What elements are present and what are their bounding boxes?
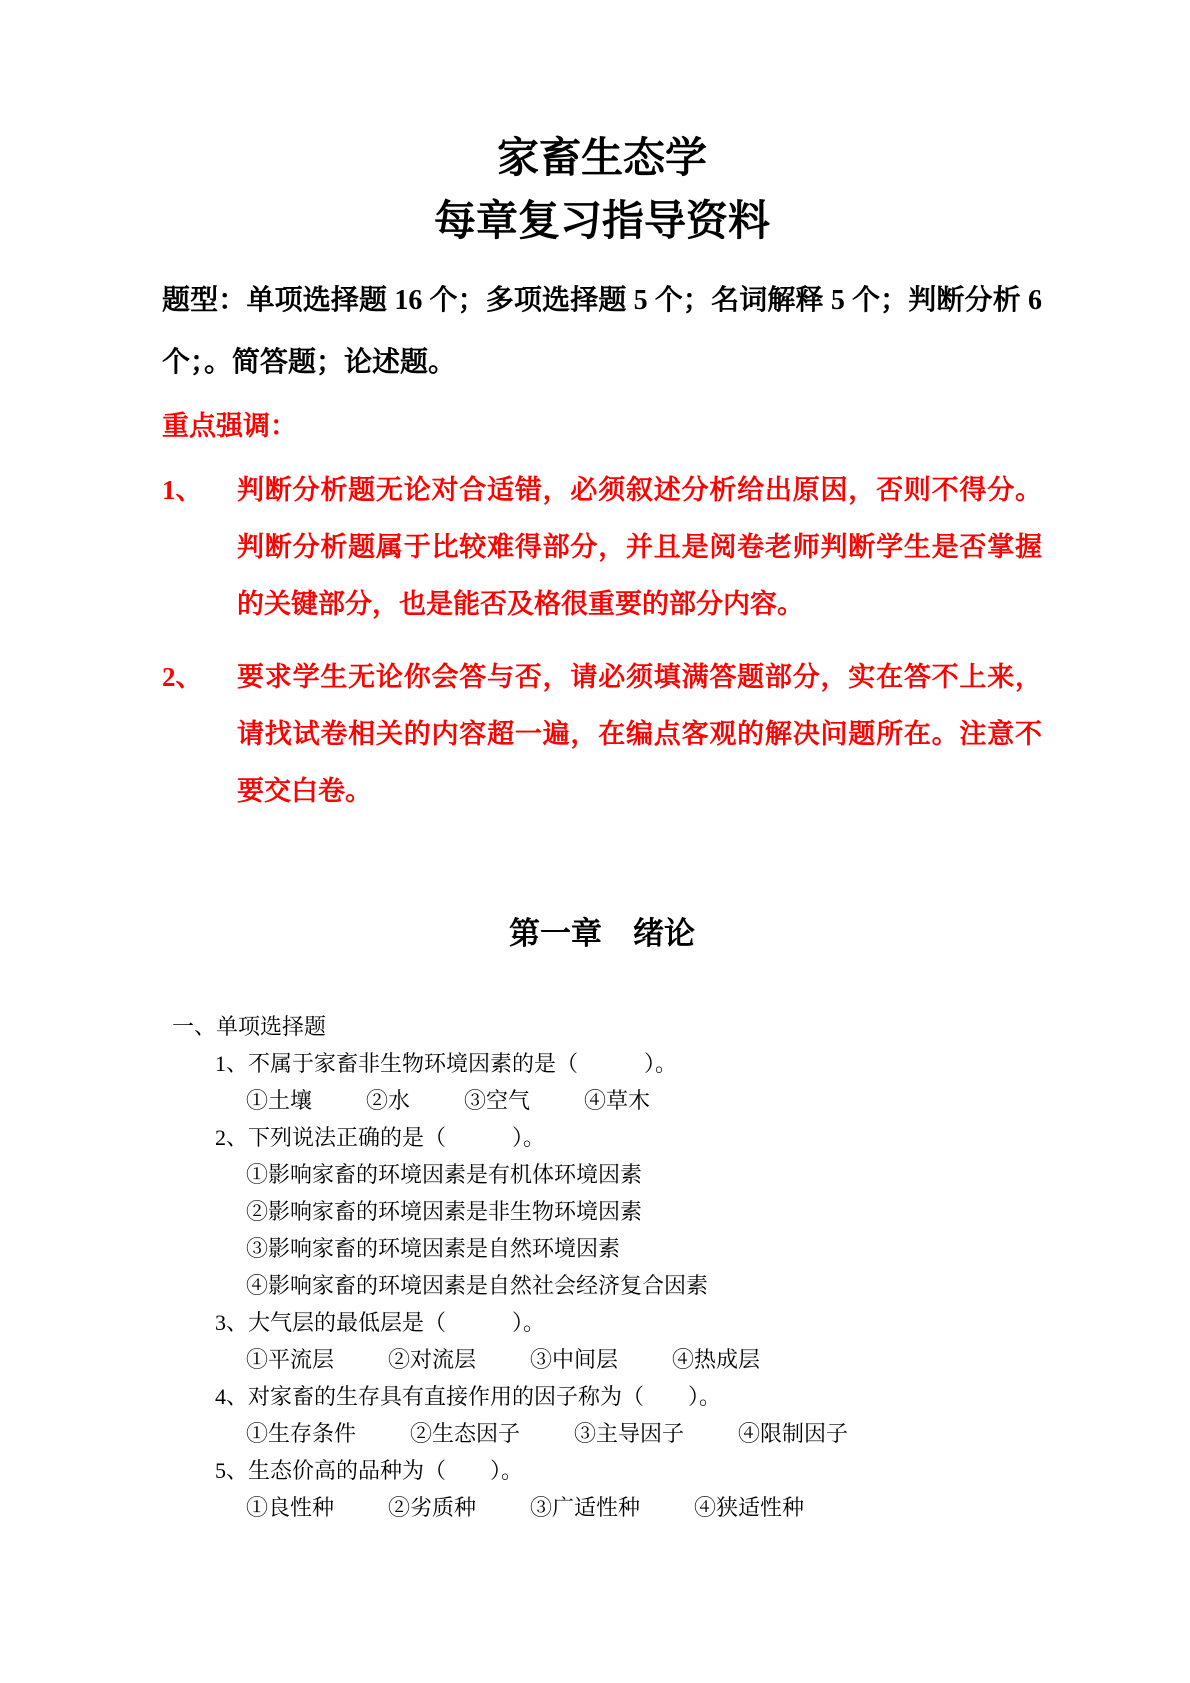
doc-title-line1: 家畜生态学 bbox=[496, 136, 707, 182]
question-block bbox=[162, 1045, 1042, 1119]
question-text: 下列说法正确的是（ ）。 bbox=[248, 1125, 546, 1150]
question-types-paragraph: 题型：单项选择题 16 个；多项选择题 5 个；名词解释 5 个；判断分析 6 个；。简答题；论述题。 bbox=[162, 285, 1042, 378]
question-block bbox=[162, 1378, 1042, 1452]
question-block bbox=[162, 1452, 1042, 1526]
section-heading: 一、单项选择题 bbox=[172, 1014, 327, 1039]
doc-title-line2: 每章复习指导资料 bbox=[433, 199, 770, 245]
question-text: 对家畜的生存具有直接作用的因子称为（ ）。 bbox=[248, 1384, 722, 1409]
question-options bbox=[162, 1341, 1042, 1378]
question-number: 4、 bbox=[215, 1384, 249, 1409]
emphasis-item-text: 判断分析题无论对合适错，必须叙述分析给出原因，否则不得分。判断分析题属于比较难得部分，并且是阅卷老师判断学生是否掌握的关键部分，也是能否及格很重要的部分内容。 bbox=[237, 475, 1042, 619]
question-line bbox=[162, 1045, 1042, 1082]
emphasis-item bbox=[162, 649, 1042, 820]
question-option: ③空气 bbox=[464, 1088, 531, 1113]
question-line bbox=[162, 1119, 1042, 1156]
question-option: ③中间层 bbox=[530, 1347, 619, 1372]
emphasis-list bbox=[162, 462, 1042, 820]
chapter-heading: 第一章 绪论 bbox=[509, 916, 695, 951]
question-option: ④热成层 bbox=[672, 1347, 761, 1372]
question-text: 生态价高的品种为（ ）。 bbox=[248, 1458, 524, 1483]
question-option: ③主导因子 bbox=[574, 1421, 685, 1446]
question-option: ①土壤 bbox=[246, 1088, 313, 1113]
question-number: 2、 bbox=[215, 1125, 249, 1150]
question-options bbox=[162, 1156, 1042, 1304]
question-block bbox=[162, 1304, 1042, 1378]
question-option: ①影响家畜的环境因素是有机体环境因素 bbox=[246, 1162, 643, 1187]
question-number: 5、 bbox=[215, 1458, 249, 1483]
emphasis-item-number: 2、 bbox=[162, 662, 203, 692]
question-number: 1、 bbox=[215, 1051, 249, 1076]
question-option: ③影响家畜的环境因素是自然环境因素 bbox=[246, 1236, 621, 1261]
question-option: ②生态因子 bbox=[410, 1421, 521, 1446]
emphasis-item-text: 要求学生无论你会答与否，请必须填满答题部分，实在答不上来，请找试卷相关的内容超一遍，在编点客观的解决问题所在。注意不要交白卷。 bbox=[237, 662, 1042, 806]
question-option: ①生存条件 bbox=[246, 1421, 357, 1446]
question-list bbox=[162, 1045, 1042, 1526]
question-option: ②影响家畜的环境因素是非生物环境因素 bbox=[246, 1199, 643, 1224]
question-option: ②水 bbox=[366, 1088, 411, 1113]
question-option: ④限制因子 bbox=[738, 1421, 849, 1446]
question-line bbox=[162, 1304, 1042, 1341]
question-text: 不属于家畜非生物环境因素的是（ ）。 bbox=[248, 1051, 678, 1076]
question-option: ④影响家畜的环境因素是自然社会经济复合因素 bbox=[246, 1273, 709, 1298]
question-options bbox=[162, 1489, 1042, 1526]
emphasis-item bbox=[162, 462, 1042, 633]
question-text: 大气层的最低层是（ ）。 bbox=[248, 1310, 546, 1335]
question-number: 3、 bbox=[215, 1310, 249, 1335]
emphasis-heading: 重点强调： bbox=[162, 411, 297, 441]
question-options bbox=[162, 1415, 1042, 1452]
question-option: ②对流层 bbox=[388, 1347, 477, 1372]
emphasis-item-number: 1、 bbox=[162, 475, 203, 505]
question-option: ④草木 bbox=[584, 1088, 651, 1113]
question-line bbox=[162, 1378, 1042, 1415]
question-block bbox=[162, 1119, 1042, 1304]
question-option: ①平流层 bbox=[246, 1347, 335, 1372]
question-line bbox=[162, 1452, 1042, 1489]
question-option: ④狭适性种 bbox=[694, 1495, 805, 1520]
question-option: ①良性种 bbox=[246, 1495, 335, 1520]
question-option: ③广适性种 bbox=[530, 1495, 641, 1520]
question-options bbox=[162, 1082, 1042, 1119]
question-option: ②劣质种 bbox=[388, 1495, 477, 1520]
